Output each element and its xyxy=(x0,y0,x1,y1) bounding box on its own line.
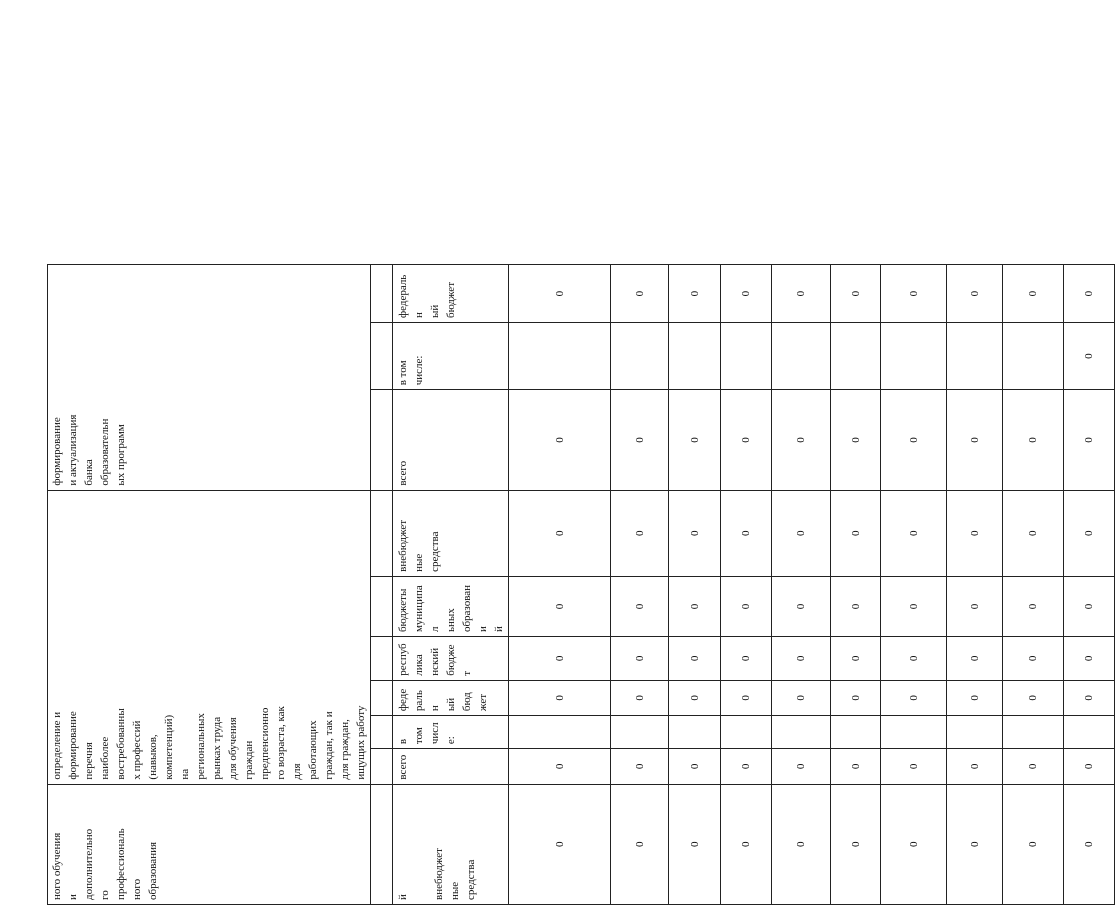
blank-cell xyxy=(371,637,393,681)
value-cell xyxy=(669,716,721,749)
value-cell: 0 xyxy=(1064,637,1115,681)
value-cell: 0 xyxy=(831,784,881,904)
value-cell xyxy=(1003,716,1064,749)
value-cell: 0 xyxy=(881,637,947,681)
funding-source-line: средства xyxy=(465,859,477,900)
value-cell: 0 xyxy=(947,390,1003,490)
value-cell: 0 xyxy=(669,390,721,490)
activity-name-line: дополнительно xyxy=(83,828,95,900)
value-cell: 0 xyxy=(721,390,772,490)
activity-name-line: х профессий xyxy=(131,720,143,780)
value-cell: 0 xyxy=(669,490,721,576)
value-cell: 0 xyxy=(669,784,721,904)
value-cell: 0 xyxy=(881,749,947,784)
funding-source-cell xyxy=(393,576,509,636)
value-cell: 0 xyxy=(1064,323,1115,390)
value-cell: 0 xyxy=(831,576,881,636)
funding-source-line: й xyxy=(493,626,505,633)
value-cell: 0 xyxy=(831,637,881,681)
funding-source-cell xyxy=(393,390,509,490)
value-cell: 0 xyxy=(881,680,947,715)
blank-cell xyxy=(371,716,393,749)
value-cell: 0 xyxy=(947,637,1003,681)
value-cell: 0 xyxy=(509,784,611,904)
activity-name-line: востребованны xyxy=(115,708,127,780)
rotated-table-container xyxy=(47,35,1095,905)
value-cell: 0 xyxy=(509,390,611,490)
funding-source-line: муниципал xyxy=(413,585,441,633)
activity-name-line: для xyxy=(291,763,303,780)
value-cell: 0 xyxy=(831,749,881,784)
value-cell xyxy=(881,716,947,749)
value-cell: 0 xyxy=(721,490,772,576)
value-cell: 0 xyxy=(721,265,772,323)
value-cell: 0 xyxy=(831,490,881,576)
value-cell xyxy=(881,323,947,390)
funding-source-line: в том xyxy=(397,727,425,745)
activity-name-line: образовательн xyxy=(99,418,111,486)
value-cell xyxy=(611,323,669,390)
value-cell: 0 xyxy=(881,390,947,490)
activity-name-line: ых программ xyxy=(115,424,127,486)
value-cell: 0 xyxy=(669,265,721,323)
funding-source-line: й xyxy=(397,894,409,900)
activity-name-line: ного обучения xyxy=(51,832,63,900)
value-cell: 0 xyxy=(669,749,721,784)
value-cell: 0 xyxy=(721,749,772,784)
value-cell: 0 xyxy=(772,749,831,784)
funding-source-cell xyxy=(393,490,509,576)
value-cell xyxy=(947,323,1003,390)
activity-name-line: перечня xyxy=(83,742,95,780)
value-cell: 0 xyxy=(721,784,772,904)
value-cell: 0 xyxy=(721,576,772,636)
value-cell: 0 xyxy=(611,576,669,636)
value-cell: 0 xyxy=(721,637,772,681)
value-cell xyxy=(721,323,772,390)
value-cell: 0 xyxy=(1064,784,1115,904)
funding-source-cell xyxy=(393,716,509,749)
value-cell: 0 xyxy=(947,680,1003,715)
value-cell: 0 xyxy=(1003,784,1064,904)
value-cell: 0 xyxy=(772,784,831,904)
value-cell: 0 xyxy=(1003,265,1064,323)
funding-source-line: ьных xyxy=(445,608,457,633)
funding-source-cell xyxy=(393,749,509,784)
funding-source-line: образовани xyxy=(461,584,489,633)
value-cell: 0 xyxy=(772,265,831,323)
value-cell: 0 xyxy=(1064,265,1115,323)
funding-source-line: федеральн xyxy=(397,274,425,318)
value-cell: 0 xyxy=(1003,637,1064,681)
activity-name-line: для граждан, xyxy=(339,719,351,780)
value-cell: 0 xyxy=(772,637,831,681)
value-cell xyxy=(831,323,881,390)
value-cell: 0 xyxy=(881,784,947,904)
value-cell xyxy=(509,716,611,749)
value-cell: 0 xyxy=(831,390,881,490)
blank-cell xyxy=(371,680,393,715)
value-cell: 0 xyxy=(881,576,947,636)
value-cell xyxy=(669,323,721,390)
value-cell: 0 xyxy=(669,576,721,636)
value-cell xyxy=(947,716,1003,749)
value-cell: 0 xyxy=(611,784,669,904)
activity-name-line: ищущих работу xyxy=(355,705,367,780)
blank-cell xyxy=(371,784,393,904)
value-cell: 0 xyxy=(721,680,772,715)
value-cell: 0 xyxy=(881,265,947,323)
blank-cell xyxy=(371,490,393,576)
value-cell: 0 xyxy=(1064,680,1115,715)
activity-name-cell xyxy=(48,265,371,491)
value-cell: 0 xyxy=(509,680,611,715)
funding-source-line: всего xyxy=(397,460,409,486)
activity-name-line: го возраста, как xyxy=(275,706,287,780)
budget-table xyxy=(47,35,1115,905)
activity-name-line: для обучения xyxy=(227,717,239,780)
funding-source-cell xyxy=(393,680,509,715)
value-cell xyxy=(509,323,611,390)
activity-name-line: на xyxy=(179,768,191,780)
value-cell: 0 xyxy=(947,576,1003,636)
blank-cell xyxy=(371,749,393,784)
value-cell: 0 xyxy=(881,490,947,576)
value-cell: 0 xyxy=(772,390,831,490)
funding-source-line: ные xyxy=(413,553,425,572)
value-cell: 0 xyxy=(509,749,611,784)
value-cell: 0 xyxy=(772,490,831,576)
value-cell: 0 xyxy=(509,490,611,576)
funding-source-line: в том xyxy=(397,360,409,386)
funding-source-line: бюджеты xyxy=(397,588,409,633)
activity-name-line: и актуализация xyxy=(67,414,79,486)
value-cell: 0 xyxy=(509,637,611,681)
funding-source-line: нский xyxy=(429,647,441,676)
activity-name-line: определение и xyxy=(51,711,63,780)
activity-name-line: рынках труда xyxy=(211,716,223,780)
value-cell: 0 xyxy=(947,265,1003,323)
value-cell: 0 xyxy=(509,265,611,323)
activity-name-line: формирование xyxy=(51,417,63,486)
activity-name-line: предпенсионно xyxy=(259,707,271,780)
activity-name-line: граждан xyxy=(243,740,255,780)
activity-name-line: граждан, так и xyxy=(323,711,335,780)
value-cell: 0 xyxy=(611,390,669,490)
value-cell: 0 xyxy=(1064,749,1115,784)
value-cell xyxy=(1064,716,1115,749)
activity-name-line: и xyxy=(67,894,79,900)
activity-name-line: наиболее xyxy=(99,736,111,780)
funding-source-cell xyxy=(393,265,509,323)
funding-source-line: ные xyxy=(449,881,461,900)
value-cell xyxy=(772,716,831,749)
value-cell: 0 xyxy=(611,749,669,784)
value-cell: 0 xyxy=(1064,390,1115,490)
value-cell: 0 xyxy=(947,784,1003,904)
activity-name-line: профессиональ xyxy=(115,828,127,900)
value-cell: 0 xyxy=(1003,390,1064,490)
funding-source-cell xyxy=(393,637,509,681)
value-cell xyxy=(831,716,881,749)
activity-name-line: образования xyxy=(147,841,159,900)
activity-name-line: формирование xyxy=(67,711,79,780)
blank-cell xyxy=(371,323,393,390)
activity-name-cell xyxy=(48,490,371,784)
blank-cell xyxy=(371,576,393,636)
funding-source-line: федеральн xyxy=(397,688,441,712)
activity-name-line: работающих xyxy=(307,720,319,780)
funding-source-line: всего xyxy=(397,754,409,780)
value-cell xyxy=(1003,323,1064,390)
funding-source-line: ый бюджет xyxy=(429,282,457,318)
value-cell xyxy=(611,716,669,749)
activity-name-line: (навыков, xyxy=(147,734,159,780)
value-cell: 0 xyxy=(669,637,721,681)
funding-source-cell xyxy=(393,784,509,904)
value-cell: 0 xyxy=(1003,576,1064,636)
value-cell: 0 xyxy=(831,680,881,715)
funding-source-line: ый бюджет xyxy=(445,692,489,712)
value-cell: 0 xyxy=(772,680,831,715)
value-cell: 0 xyxy=(611,490,669,576)
blank-cell xyxy=(371,265,393,323)
funding-source-line: числе: xyxy=(429,722,457,745)
value-cell: 0 xyxy=(611,265,669,323)
value-cell: 0 xyxy=(611,637,669,681)
blank-cell xyxy=(371,390,393,490)
funding-source-line: внебюджет xyxy=(397,519,409,572)
value-cell: 0 xyxy=(1064,576,1115,636)
value-cell: 0 xyxy=(669,680,721,715)
value-cell: 0 xyxy=(1003,490,1064,576)
funding-source-cell xyxy=(393,323,509,390)
activity-name-cell xyxy=(48,784,371,904)
funding-source-line: бюджет xyxy=(445,644,473,676)
funding-source-line: числе: xyxy=(413,355,425,386)
value-cell: 0 xyxy=(772,576,831,636)
value-cell: 0 xyxy=(1003,749,1064,784)
value-cell: 0 xyxy=(1064,490,1115,576)
funding-source-line: внебюджет xyxy=(433,848,445,900)
value-cell: 0 xyxy=(611,680,669,715)
value-cell: 0 xyxy=(1003,680,1064,715)
funding-source-line: республика xyxy=(397,643,425,676)
value-cell: 0 xyxy=(509,576,611,636)
funding-source-line: средства xyxy=(429,531,441,572)
activity-name-line: компетенций) xyxy=(163,714,175,780)
value-cell: 0 xyxy=(947,749,1003,784)
activity-name-line: ного xyxy=(131,878,143,900)
activity-name-line: банка xyxy=(83,459,95,486)
value-cell: 0 xyxy=(947,490,1003,576)
value-cell: 0 xyxy=(831,265,881,323)
activity-name-line: го xyxy=(99,890,111,900)
activity-name-line: региональных xyxy=(195,713,207,780)
value-cell xyxy=(772,323,831,390)
value-cell xyxy=(721,716,772,749)
